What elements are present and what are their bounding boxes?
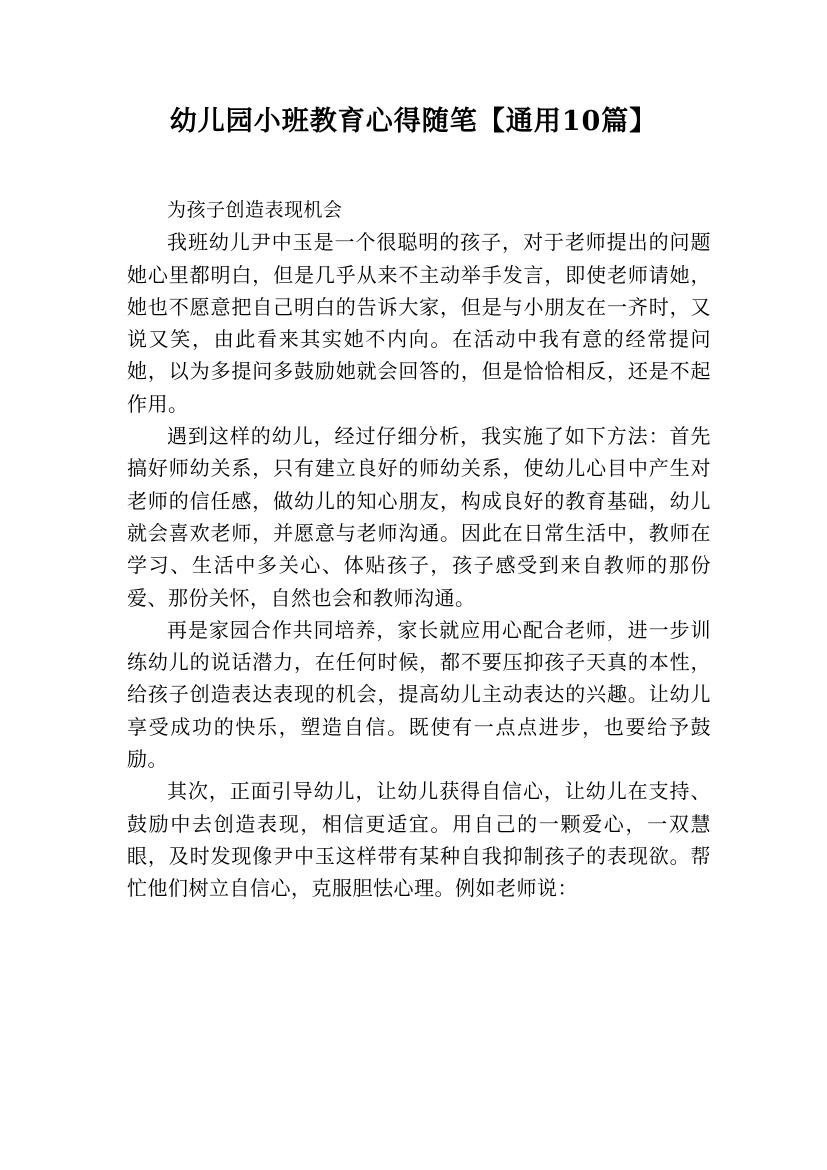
document-title: 幼儿园小班教育心得随笔【通用10篇】 [169,106,658,137]
section-subheading: 为孩子创造表现机会 [167,199,343,221]
paragraph-3: 再是家园合作共同培养，家长就应用心配合老师，进一步训练幼儿的说话潜力，在任何时候，都不要压抑孩子天真的本性，给孩子创造表达表现的机会，提高幼儿主动表达的兴趣。让幼儿享受成功的快乐，塑造自信。既使有一点点进步，也要给予鼓励。 [127,617,711,772]
document-body [127,194,711,905]
paragraph-4: 其次，正面引导幼儿，让幼儿获得自信心，让幼儿在支持、鼓励中去创造表现，相信更适宜。用自己的一颗爱心，一双慧眼，及时发现像尹中玉这样带有某种自我抑制孩子的表现欲。帮忙他们树立自信心，克服胆怯心理。例如老师说： [127,779,711,901]
paragraph-2: 遇到这样的幼儿，经过仔细分析，我实施了如下方法：首先搞好师幼关系，只有建立良好的师幼关系，使幼儿心目中产生对老师的信任感，做幼儿的知心朋友，构成良好的教育基础，幼儿就会喜欢老师，并愿意与老师沟通。因此在日常生活中，教师在学习、生活中多关心、体贴孩子，孩子感受到来自教师的那份爱、那份关怀，自然也会和教师沟通。 [127,424,711,610]
paragraph-1: 我班幼儿尹中玉是一个很聪明的孩子，对于老师提出的问题她心里都明白，但是几乎从来不主动举手发言，即使老师请她，她也不愿意把自己明白的告诉大家，但是与小朋友在一齐时，又说又笑，由此看来其实她不内向。在活动中我有意的经常提问她，以为多提问多鼓励她就会回答的，但是恰恰相反，还是不起作用。 [127,230,711,416]
